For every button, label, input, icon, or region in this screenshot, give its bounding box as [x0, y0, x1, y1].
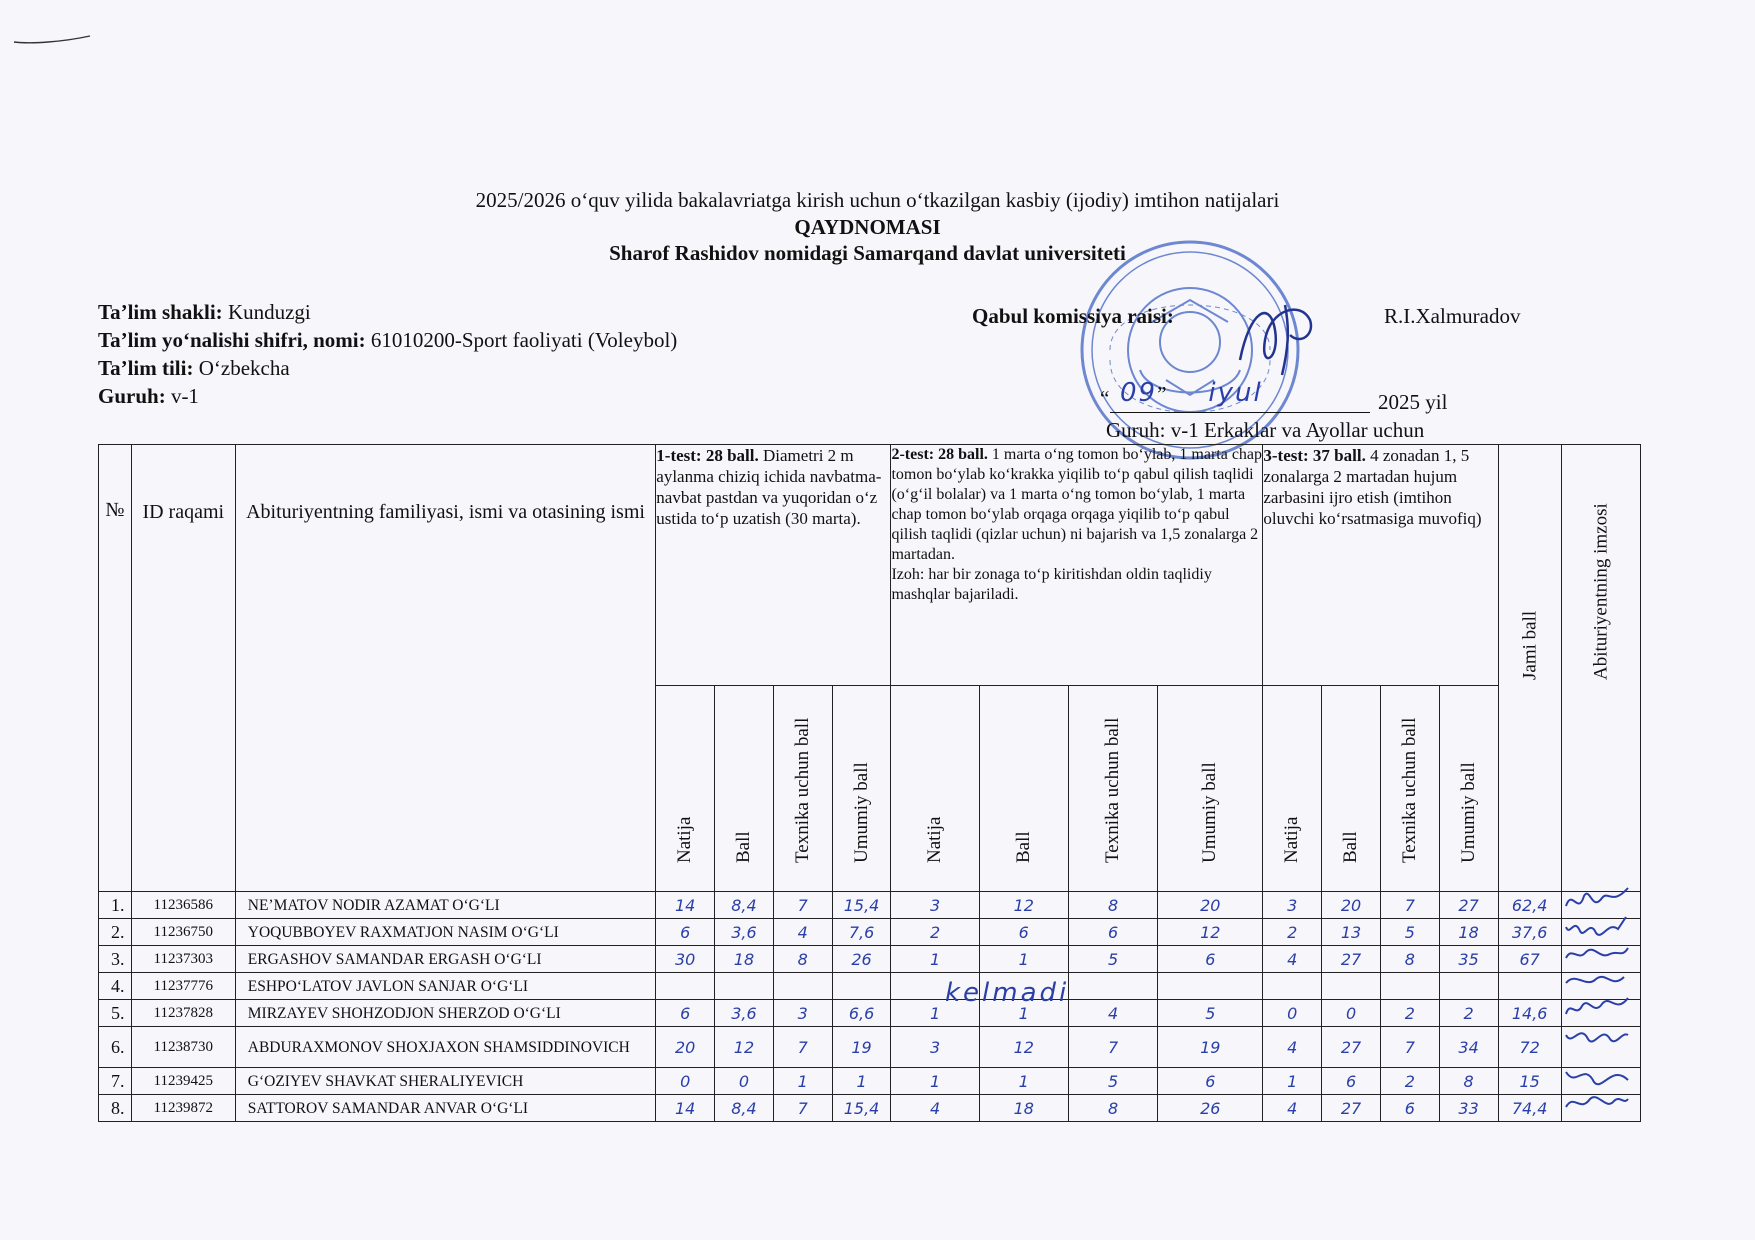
row-number: 1.: [99, 892, 132, 919]
t2-natija-cell: 2: [891, 919, 979, 946]
date-quote-open: “: [1100, 386, 1110, 410]
row-name: NE’MATOV NODIR AZAMAT O‘G‘LI: [235, 892, 656, 919]
t2-umumiy-cell: 26: [1158, 1095, 1263, 1122]
t2-texnika-cell: 4: [1068, 1000, 1157, 1027]
t1-umumiy-cell: [832, 973, 891, 1000]
t3-texnika-header: Texnika uchun ball: [1380, 686, 1439, 892]
t3-umumiy-cell: 2: [1439, 1000, 1498, 1027]
t2-natija-cell: 1: [891, 1000, 979, 1027]
t3-natija-cell: 0: [1263, 1000, 1322, 1027]
t3-texnika-cell: 2: [1380, 1068, 1439, 1095]
t2-texnika-cell: 5: [1068, 946, 1157, 973]
table-row: [99, 1027, 1641, 1068]
t2-natija-cell: 1: [891, 1068, 979, 1095]
t3-ball-cell: 0: [1322, 1000, 1381, 1027]
t1-ball-cell: [715, 973, 774, 1000]
date-underline: [1110, 412, 1370, 413]
row-name: G‘OZIYEV SHAVKAT SHERALIYEVICH: [235, 1068, 656, 1095]
t2-texnika-cell: 7: [1068, 1027, 1157, 1068]
applicant-signature-icon: [1562, 1021, 1632, 1055]
test3-header: 3-test: 37 ball. 4 zonadan 1, 5 zonalarga 2 martadan hujum zarbasini ijro etish (imtihon oluvchi ko‘rsatmasiga muvofiq): [1263, 445, 1498, 686]
talim-shakli: Ta’lim shakli: Kunduzgi: [98, 300, 311, 324]
row-id: 11236750: [131, 919, 235, 946]
t1-umumiy-cell: 15,4: [832, 1095, 891, 1122]
t3-umumiy-cell: [1439, 973, 1498, 1000]
t2-natija-cell: 3: [891, 892, 979, 919]
t2-umumiy-cell: 5: [1158, 1000, 1263, 1027]
absent-note: kelmadi: [945, 978, 1070, 1008]
t1-texnika-cell: 8: [773, 946, 832, 973]
t1-natija-cell: [656, 973, 715, 1000]
t3-ball-cell: 27: [1322, 1095, 1381, 1122]
t1-ball-cell: 3,6: [715, 1000, 774, 1027]
t3-texnika-cell: 6: [1380, 1095, 1439, 1122]
row-name: ABDURAXMONOV SHOXJAXON SHAMSIDDINOVICH: [235, 1027, 656, 1068]
row-name: SATTOROV SAMANDAR ANVAR O‘G‘LI: [235, 1095, 656, 1122]
t3-ball-cell: 27: [1322, 946, 1381, 973]
t1-texnika-cell: 7: [773, 892, 832, 919]
t2-texnika-cell: 5: [1068, 1068, 1157, 1095]
t1-ball-cell: 3,6: [715, 919, 774, 946]
t3-texnika-cell: 2: [1380, 1000, 1439, 1027]
t3-natija-cell: 1: [1263, 1068, 1322, 1095]
t1-ball-header: Ball: [715, 686, 774, 892]
t2-ball-header: Ball: [979, 686, 1068, 892]
t2-natija-cell: 4: [891, 1095, 979, 1122]
t2-umumiy-cell: 20: [1158, 892, 1263, 919]
t1-natija-cell: 0: [656, 1068, 715, 1095]
t1-natija-cell: 6: [656, 919, 715, 946]
t2-texnika-cell: 8: [1068, 1095, 1157, 1122]
col-header-id: ID raqami: [131, 445, 235, 892]
row-id: 11237303: [131, 946, 235, 973]
t2-umumiy-header: Umumiy ball: [1158, 686, 1263, 892]
t1-natija-cell: 30: [656, 946, 715, 973]
talim-yonalishi: Ta’lim yo‘nalishi shifri, nomi: 61010200-Sport faoliyati (Voleybol): [98, 328, 678, 352]
date-year: 2025 yil: [1378, 390, 1448, 414]
row-id: 11237828: [131, 1000, 235, 1027]
row-name: MIRZAYEV SHOHZODJON SHERZOD O‘G‘LI: [235, 1000, 656, 1027]
t1-texnika-cell: 3: [773, 1000, 832, 1027]
row-number: 8.: [99, 1095, 132, 1122]
t2-ball-cell: 12: [979, 1027, 1068, 1068]
t2-ball-cell: 6: [979, 919, 1068, 946]
t2-umumiy-cell: [1158, 973, 1263, 1000]
row-name: YOQUBBOYEV RAXMATJON NASIM O‘G‘LI: [235, 919, 656, 946]
row-number: 3.: [99, 946, 132, 973]
t3-ball-cell: 27: [1322, 1027, 1381, 1068]
t1-umumiy-header: Umumiy ball: [832, 686, 891, 892]
t1-umumiy-cell: 15,4: [832, 892, 891, 919]
t1-natija-cell: 14: [656, 1095, 715, 1122]
t3-ball-cell: 20: [1322, 892, 1381, 919]
t1-ball-cell: 12: [715, 1027, 774, 1068]
t2-umumiy-cell: 6: [1158, 946, 1263, 973]
date-handwritten: 09” iyul: [1120, 378, 1263, 408]
col-header-imzo: Abituriyentning imzosi: [1561, 445, 1640, 892]
row-number: 4.: [99, 973, 132, 1000]
t3-texnika-cell: 5: [1380, 919, 1439, 946]
jami-ball-cell: [1498, 973, 1561, 1000]
t3-texnika-cell: [1380, 973, 1439, 1000]
col-header-jami: Jami ball: [1498, 445, 1561, 892]
t1-umumiy-cell: 19: [832, 1027, 891, 1068]
t3-natija-cell: 3: [1263, 892, 1322, 919]
t3-umumiy-cell: 27: [1439, 892, 1498, 919]
t2-texnika-cell: 8: [1068, 892, 1157, 919]
row-id: 11239872: [131, 1095, 235, 1122]
t1-ball-cell: 8,4: [715, 892, 774, 919]
row-id: 11239425: [131, 1068, 235, 1095]
t2-texnika-cell: 6: [1068, 919, 1157, 946]
t1-natija-cell: 6: [656, 1000, 715, 1027]
corner-pen-mark: [12, 30, 92, 50]
t1-ball-cell: 18: [715, 946, 774, 973]
jami-ball-cell: 62,4: [1498, 892, 1561, 919]
t1-texnika-cell: [773, 973, 832, 1000]
signature-cell: [1561, 1095, 1640, 1122]
row-number: 2.: [99, 919, 132, 946]
row-id: 11238730: [131, 1027, 235, 1068]
university-name: Sharof Rashidov nomidagi Samarqand davlat universiteti: [609, 241, 1126, 265]
results-rows: [99, 892, 1641, 1122]
t3-texnika-cell: 8: [1380, 946, 1439, 973]
talim-tili: Ta’lim tili: O‘zbekcha: [98, 356, 290, 380]
chair-signature-icon: [1230, 290, 1340, 380]
t1-natija-cell: 14: [656, 892, 715, 919]
jami-ball-cell: 74,4: [1498, 1095, 1561, 1122]
jami-ball-cell: 37,6: [1498, 919, 1561, 946]
t1-texnika-cell: 7: [773, 1095, 832, 1122]
t2-natija-cell: 1: [891, 946, 979, 973]
t1-umumiy-cell: 1: [832, 1068, 891, 1095]
t1-texnika-header: Texnika uchun ball: [773, 686, 832, 892]
t1-ball-cell: 8,4: [715, 1095, 774, 1122]
applicant-signature-icon: [1562, 1089, 1632, 1123]
t2-umumiy-cell: 19: [1158, 1027, 1263, 1068]
table-row: [99, 1095, 1641, 1122]
row-name: ESHPO‘LATOV JAVLON SANJAR O‘G‘LI: [235, 973, 656, 1000]
table-row: [99, 892, 1641, 919]
row-number: 6.: [99, 1027, 132, 1068]
test1-header: 1-test: 28 ball. Diametri 2 m aylanma chiziq ichida navbatma-navbat pastdan va yuqoridan o‘z ustida to‘p uzatish (30 marta).: [656, 445, 891, 686]
test2-header: 2-test: 28 ball. 1 marta o‘ng tomon bo‘ylab, 1 marta chap tomon bo‘ylab ko‘krakka yiqilib to‘p qabul qilish taqlidi (o‘g‘il bolalar) va 1 marta o‘ng tomon bo‘ylab, 1 marta chap tomon bo‘ylab orqaga orqaga yiqilib to‘p qabul qilish taqlidi (qizlar uchun) ni bajarish va 1,5 zonalarga 2 martadan. Izoh: har bir zonaga to‘p kiritishdan oldin taqlidiy mashqlar bajariladi.: [891, 445, 1263, 686]
t3-umumiy-cell: 34: [1439, 1027, 1498, 1068]
t3-ball-cell: [1322, 973, 1381, 1000]
t2-ball-cell: 12: [979, 892, 1068, 919]
jami-ball-cell: 72: [1498, 1027, 1561, 1068]
guruh: Guruh: v-1: [98, 384, 199, 408]
t3-umumiy-cell: 8: [1439, 1068, 1498, 1095]
t2-ball-cell: 1: [979, 1000, 1068, 1027]
t2-natija-header: Natija: [891, 686, 979, 892]
t3-natija-cell: 2: [1263, 919, 1322, 946]
t3-natija-cell: 4: [1263, 946, 1322, 973]
table-row: [99, 946, 1641, 973]
group-note: Guruh: v-1 Erkaklar va Ayollar uchun: [1106, 418, 1425, 442]
table-row: [99, 1068, 1641, 1095]
t1-umumiy-cell: 26: [832, 946, 891, 973]
row-id: 11236586: [131, 892, 235, 919]
table-row: [99, 1000, 1641, 1027]
t3-ball-header: Ball: [1322, 686, 1381, 892]
t2-umumiy-cell: 12: [1158, 919, 1263, 946]
commission-chair-label: Qabul komissiya raisi:: [972, 304, 1174, 328]
jami-ball-cell: 67: [1498, 946, 1561, 973]
t1-umumiy-cell: 7,6: [832, 919, 891, 946]
t3-umumiy-cell: 33: [1439, 1095, 1498, 1122]
t1-natija-header: Natija: [656, 686, 715, 892]
t3-texnika-cell: 7: [1380, 1027, 1439, 1068]
t1-natija-cell: 20: [656, 1027, 715, 1068]
t1-texnika-cell: 1: [773, 1068, 832, 1095]
jami-ball-cell: 14,6: [1498, 1000, 1561, 1027]
t1-umumiy-cell: 6,6: [832, 1000, 891, 1027]
table-row: [99, 919, 1641, 946]
t3-umumiy-cell: 18: [1439, 919, 1498, 946]
t2-natija-cell: 3: [891, 1027, 979, 1068]
commission-chair-name: R.I.Xalmuradov: [1384, 304, 1521, 328]
t2-ball-cell: 1: [979, 1068, 1068, 1095]
t1-texnika-cell: 7: [773, 1027, 832, 1068]
t3-umumiy-cell: 35: [1439, 946, 1498, 973]
t1-texnika-cell: 4: [773, 919, 832, 946]
t2-ball-cell: 18: [979, 1095, 1068, 1122]
t2-texnika-header: Texnika uchun ball: [1068, 686, 1157, 892]
t2-umumiy-cell: 6: [1158, 1068, 1263, 1095]
col-header-no: №: [99, 445, 132, 892]
t1-ball-cell: 0: [715, 1068, 774, 1095]
col-header-name: Abituriyentning familiyasi, ismi va otasining ismi: [235, 445, 656, 892]
row-name: ERGASHOV SAMANDAR ERGASH O‘G‘LI: [235, 946, 656, 973]
t3-ball-cell: 13: [1322, 919, 1381, 946]
t2-texnika-cell: [1068, 973, 1157, 1000]
t3-umumiy-header: Umumiy ball: [1439, 686, 1498, 892]
row-id: 11237776: [131, 973, 235, 1000]
t3-texnika-cell: 7: [1380, 892, 1439, 919]
t3-natija-cell: [1263, 973, 1322, 1000]
document-title-qaydnomasi: QAYDNOMASI: [794, 215, 941, 239]
document-title-line1: 2025/2026 o‘quv yilida bakalavriatga kirish uchun o‘tkazilgan kasbiy (ijodiy) imtihon natijalari: [475, 188, 1280, 212]
row-number: 5.: [99, 1000, 132, 1027]
t3-natija-cell: 4: [1263, 1027, 1322, 1068]
t3-natija-header: Natija: [1263, 686, 1322, 892]
row-number: 7.: [99, 1068, 132, 1095]
t3-natija-cell: 4: [1263, 1095, 1322, 1122]
table-row: [99, 973, 1641, 1000]
t3-ball-cell: 6: [1322, 1068, 1381, 1095]
results-table: [98, 444, 1641, 1122]
jami-ball-cell: 15: [1498, 1068, 1561, 1095]
t2-ball-cell: 1: [979, 946, 1068, 973]
